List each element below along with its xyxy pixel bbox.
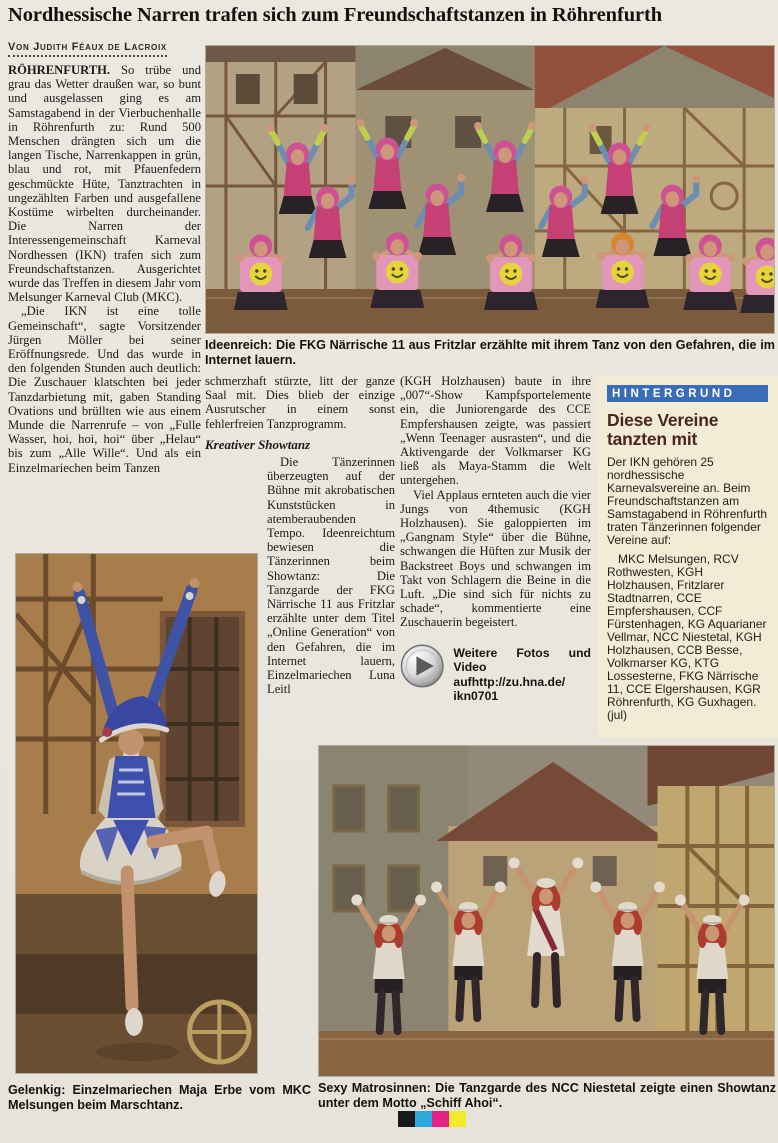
paragraph-5: (KGH Holzhausen) baute in ihre „007“-Show Kampfsportelemente ein, die Juniorengarde des CCE Empfershausen zeigte, was passiert „Wenn Teenager ausrasten“, und die Aktivengarde der Volkmarser KG ließ als Maya-Stamm die Welt untergehen. (400, 374, 591, 488)
article-column-1 (8, 63, 201, 552)
video-note-line-1: Weitere Fotos und Video (453, 645, 591, 675)
paragraph-lead (8, 63, 201, 304)
top-photo-illustration (206, 46, 774, 333)
paragraph-3: schmerzhaft stürzte, litt der ganze Saal mit. Dies blieb der einzige Ausrutscher in einem sonst fehlerfreien Tanzprogramm. (205, 374, 395, 431)
photo-sepia-overlay (319, 746, 774, 1076)
subheading-kreativer-showtanz: Kreativer Showtanz (205, 436, 311, 452)
left-photo-caption: Gelenkig: Einzelmariechen Maja Erbe vom MKC Melsungen beim Marschtanz. (8, 1083, 311, 1112)
play-icon (400, 643, 444, 689)
registration-mark-cyan (415, 1111, 432, 1127)
video-note-link: aufhttp://zu.hna.de/ (453, 674, 566, 689)
bottom-photo-sailor-dancers (318, 745, 775, 1077)
article-column-3 (400, 374, 591, 746)
sidebar-headline: Diese Vereine tanzten mit (607, 410, 719, 449)
photo-sepia-overlay (16, 554, 257, 1073)
sidebar-paragraph-1: Der IKN gehören 25 nordhessische Karnevalsvereine an. Beim Freundschaftstanzen am Samstagabend in Röhrenfurth traten Tänzerinnen folgender Vereine auf: (607, 455, 768, 547)
registration-mark-yellow (449, 1111, 466, 1127)
left-photo-einzelmariechen (15, 553, 258, 1074)
left-photo-illustration (16, 554, 257, 1073)
dateline: RÖHRENFURTH. (8, 63, 111, 77)
photo-sepia-overlay (206, 46, 774, 333)
paragraph-2: „Die IKN ist eine tolle Gemeinschaft“, sagte Vorsitzender Jürgen Möller bei seiner Eröffnungsrede. Und das wurde in den folgenden Stunden auch deutlich: Die Zuschauer klatschten bei jeder Tanzdarbietung mit, gaben Standing Ovations und brüllten wie aus einem Munde die Narrenrufe – von „Fulle Wasser, hoi, hoi, hoi“ über „Helau“ bis zum „Alle Wille“. Und als ein Einzelmariechen beim Tanzen (8, 304, 201, 475)
top-photo-dance-group (205, 45, 775, 334)
paragraph-4: Die Tänzerinnen überzeugten auf der Bühne mit akrobatischen Kunststücken in atemberaubenden Tempo. Ideenreichtum bewiesen die Tänzerinnen beim Showtanz: Die Tanzgarde der FKG Närrische 11 aus Fritzlar erzählte unter dem Titel „Online Generation“ von den Gefahren, die im Internet lauern, Einzelmariechen Luna Leitl (267, 455, 395, 697)
bottom-photo-illustration (319, 746, 774, 1076)
sidebar-paragraph-2: MKC Melsungen, RCV Rothwesten, KGH Holzhausen, Fritzlarer Stadtnarren, CCE Empfershausen, CCF Fürstenhagen, KG Aquarianer Vellmar, NCC Niestetal, KGH Holzhausen, CCB Besse, Volkmarser KG, KTG Lossesterne, FKG Närrische 11, CCE Elgershausen, KGR Röhrenfurth, KG Guxhagen. (jul) (607, 552, 767, 722)
registration-mark-magenta (432, 1111, 449, 1127)
hintergrund-sidebar (597, 376, 778, 738)
sidebar-tag-bar: HINTERGRUND (607, 385, 768, 402)
paragraph-6: Viel Applaus ernteten auch die vier Jungs von 4themusic (KGH Holzhausen). Sie galoppierten im „Gangnam Style“ über die Bühne, schwangen die Hüften zur Musik der Backstreet Boys und schwangen im Takt von Schlagern die Beine in die Luft. „Die sind sich für nichts zu schade“, kommentierte eine Zuschauerin begeistert. (400, 487, 591, 630)
article-headline: Nordhessische Narren trafen sich zum Freundschaftstanzen in Röhrenfurth (8, 4, 663, 26)
top-photo-caption: Ideenreich: Die FKG Närrische 11 aus Fritzlar erzählte mit ihrem Tanz von den Gefahren, die im Internet lauern. (205, 338, 775, 367)
byline: Von Judith Féaux de Lacroix (8, 41, 167, 57)
video-note-text (453, 643, 591, 704)
bottom-photo-caption: Sexy Matrosinnen: Die Tanzgarde des NCC Niestetal zeigte einen Showtanz unter dem Motto „Schiff Ahoi“. (318, 1081, 776, 1110)
registration-mark-black (398, 1111, 415, 1127)
video-note-link-code: ikn0701 (453, 689, 499, 704)
paragraph-1-text: So trübe und grau das Wetter draußen war, so bunt und ausgelassen ging es am Samstagabend in der Vierbuchenhalle in Röhrenfurth zu: Rund 500 Menschen drängten sich um die langen Tische, Narrenkappen in grün, blau und rot, mit Pfauenfedern geschmückte Hüte, Tanztrachten in ungezählten Farben und ausgefallene Kostüme wirbelten durcheinander. Die Narren der Interessengemeinschaft Karneval Nordhessen (IKN) trafen sich zum Freundschaftstanzen. Ausgerichtet wurde das Treffen in diesem Jahr vom Melsunger Karneval Club (MKC). (8, 63, 201, 305)
cmyk-registration-marks (398, 1111, 466, 1127)
video-note (400, 643, 591, 704)
